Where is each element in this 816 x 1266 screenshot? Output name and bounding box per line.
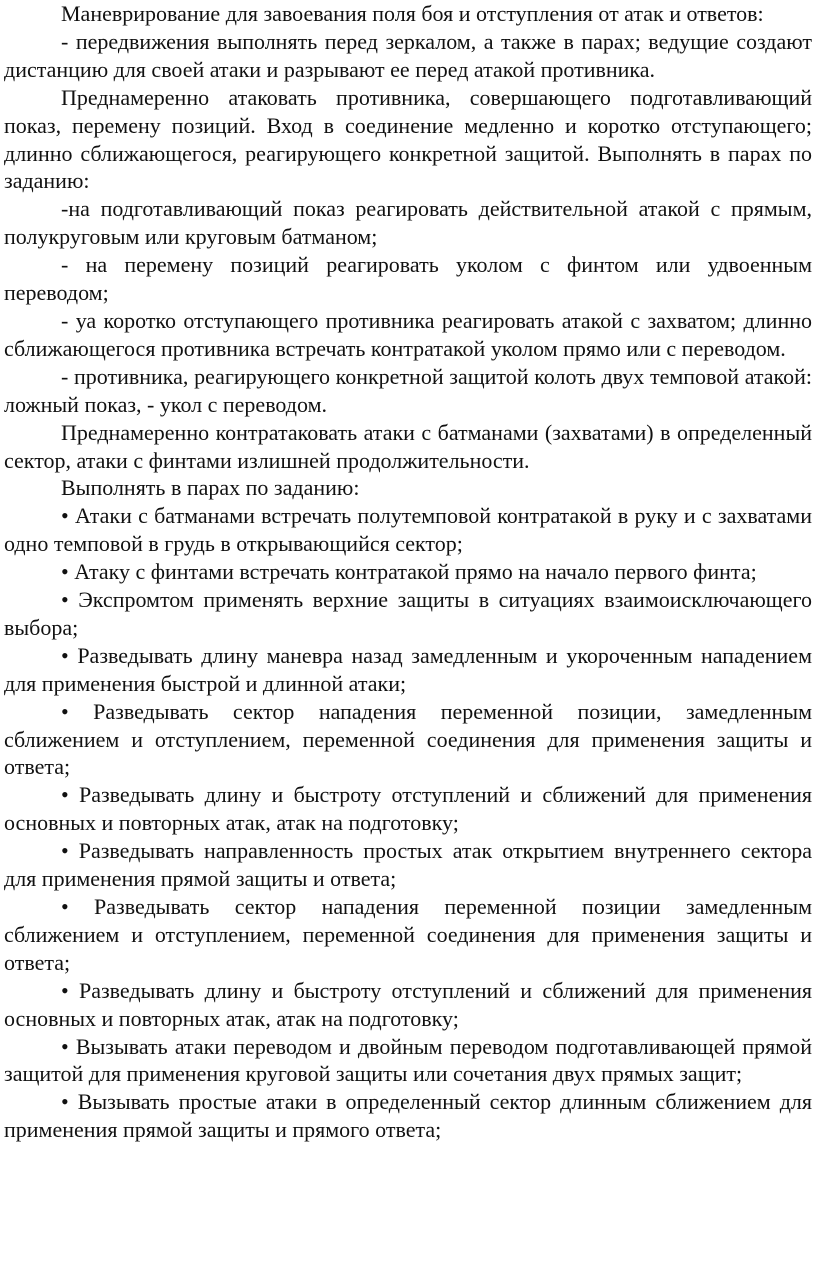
bullet-item: • Разведывать длину и быстроту отступлений и сближений для применения основных и повторных атак, атак на подготовку; — [4, 977, 812, 1031]
paragraph: - противника, реагирующего конкретной защитой колоть двух темповой атакой: ложный показ, - укол с переводом. — [4, 363, 812, 417]
paragraph: Преднамеренно атаковать противника, совершающего подготавливающий показ, перемену позиций. Вход в соединение медленно и коротко отступающего; длинно сближающегося, реагирующего конкретной защитой. Выполнять в парах по заданию: — [4, 84, 812, 194]
paragraph: Выполнять в парах по заданию: — [61, 475, 360, 501]
bullet-item: • Атаку с финтами встречать контратакой прямо на начало первого финта; — [61, 559, 757, 585]
paragraph: - передвижения выполнять перед зеркалом, а также в парах; ведущие создают дистанцию для своей атаки и разрывают ее перед атакой противника. — [4, 28, 812, 82]
paragraph: - на перемену позиций реагировать уколом с финтом или удвоенным переводом; — [4, 252, 812, 306]
bullet-item: • Разведывать сектор нападения переменной позиции, замедленным сближением и отступлением, переменной соединения для применения защиты и ответа; — [4, 698, 812, 780]
paragraph: - уа коротко отступающего противника реагировать атакой с захватом; длинно сближающегося противника встречать контратакой уколом прямо или с переводом. — [4, 307, 812, 361]
paragraph: -на подготавливающий показ реагировать действительной атакой с прямым, полукруговым или круговым батманом; — [4, 196, 812, 250]
bullet-item: • Вызывать атаки переводом и двойным переводом подготавливающей прямой защитой для применения круговой защиты или сочетания двух прямых защит; — [4, 1033, 812, 1087]
bullet-item: • Разведывать длину маневра назад замедленным и укороченным нападением для применения быстрой и длинной атаки; — [4, 642, 812, 696]
bullet-item: • Разведывать направленность простых атак открытием внутреннего сектора для применения прямой защиты и ответа; — [4, 838, 812, 892]
bullet-item: • Разведывать длину и быстроту отступлений и сближений для применения основных и повторных атак, атак на подготовку; — [4, 782, 812, 836]
paragraph: Преднамеренно контратаковать атаки с батманами (захватами) в определенный сектор, атаки с финтами излишней продолжительности. — [4, 419, 812, 473]
bullet-item: • Разведывать сектор нападения переменной позиции замедленным сближением и отступлением, переменной соединения для применения защиты и ответа; — [4, 894, 812, 975]
bullet-item: • Экспромтом применять верхние защиты в ситуациях взаимоисключающего выбора; — [4, 587, 812, 640]
bullet-item: • Атаки с батманами встречать полутемповой контратакой в руку и с захватами одно темповой в грудь в открывающийся сектор; — [4, 503, 812, 557]
bullet-item: • Вызывать простые атаки в определенный сектор длинным сближением для применения прямой защиты и прямого ответа; — [4, 1089, 812, 1143]
paragraph: Маневрирование для завоевания поля боя и отступления от атак и ответов: — [61, 1, 764, 26]
